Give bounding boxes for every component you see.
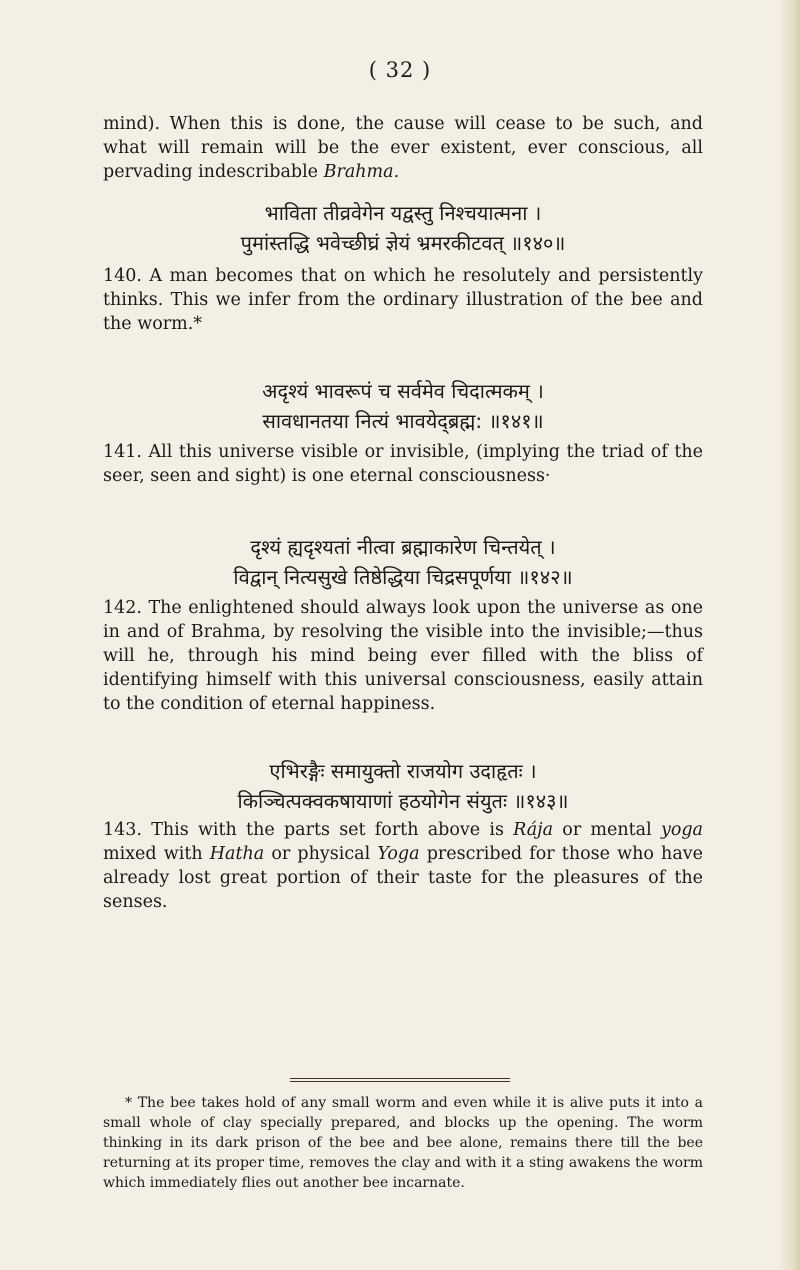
verse-143-sanskrit (103, 756, 703, 816)
verse-141-sanskrit (103, 376, 703, 436)
verse-line: एभिरङ्गैः समायुक्तो राजयोग उदाहृतः । (269, 759, 537, 783)
intro-brahma: Brahma. (323, 162, 400, 182)
verse-line: किञ्चित्पक्वकषायाणां हठयोगेन संयुतः ॥१४३॥ (237, 789, 569, 813)
t-part: or mental (553, 820, 661, 840)
verse-140-translation (103, 264, 703, 336)
yoga-term-2: Yoga (377, 844, 420, 864)
footnote-rule (290, 1078, 510, 1082)
intro-paragraph (103, 112, 703, 184)
page-number: ( 32 ) (368, 58, 432, 82)
yoga-term: yoga (660, 820, 703, 840)
intro-text: mind). When this is done, the cause will cease to be such, and what will remain will be the ever existent, ever conscious, all pervading indescribable (103, 114, 703, 182)
t-part: 143. This with the parts set forth above is (103, 820, 514, 840)
t-part: or physical (264, 844, 378, 864)
raja-term: Rája (513, 820, 554, 840)
verse-line: विद्वान् नित्यसुखे तिष्ठेद्धिया चिद्रसपूर्णया ॥१४२॥ (233, 565, 573, 589)
footnote: * The bee takes hold of any small worm and even while it is alive puts it into a small whole of clay specially prepared, and blocks up the opening. The worm thinking in its dark prison of the bee and bee alone, remains there till the bee returning at its proper time, removes the clay and with it a sting awakens the worm which immediately flies out another bee incarnate. (103, 1095, 703, 1191)
verse-140-sanskrit (103, 198, 703, 258)
translation-text: 142. The enlightened should always look upon the universe as one in and of Brahma, by resolving the visible into the invisible;—thus will he, through his mind being ever filled with the bliss of identifying himself with this universal consciousness, easily attain to the condition of eternal happiness. (103, 598, 703, 714)
verse-143-translation (103, 818, 703, 914)
translation-text (103, 818, 703, 914)
verse-142-translation (103, 596, 703, 716)
verse-line: दृश्यं ह्यदृश्यतां नीत्वा ब्रह्माकारेण चिन्तयेत् । (250, 535, 556, 559)
translation-text: 140. A man becomes that on which he resolutely and persistently thinks. This we infer from the ordinary illustration of the bee and the worm.* (103, 266, 703, 334)
verse-141-translation (103, 440, 703, 488)
translation-text: 141. All this universe visible or invisible, (implying the triad of the seer, seen and sight) is one eternal consciousness· (103, 442, 703, 486)
verse-line: सावधानतया नित्यं भावयेद्ब्रह्म: ॥१४१॥ (262, 409, 544, 433)
page-edge-shadow (778, 0, 800, 1270)
t-part: mixed with (103, 844, 210, 864)
verse-line: पुमांस्तद्धि भवेच्छीघ्रं ज्ञेयं भ्रमरकीटवत् ॥१४०॥ (240, 231, 566, 255)
verse-line: भाविता तीव्रवेगेन यद्वस्तु निश्चयात्मना । (264, 201, 542, 225)
hatha-term: Hatha (209, 844, 265, 864)
verse-142-sanskrit (103, 532, 703, 592)
t-part: prescribed for those who have already lost great portion of their taste for the pleasures of the senses. (103, 844, 704, 912)
verse-line: अदृश्यं भावरूपं च सर्वमेव चिदात्मकम् । (262, 379, 544, 403)
